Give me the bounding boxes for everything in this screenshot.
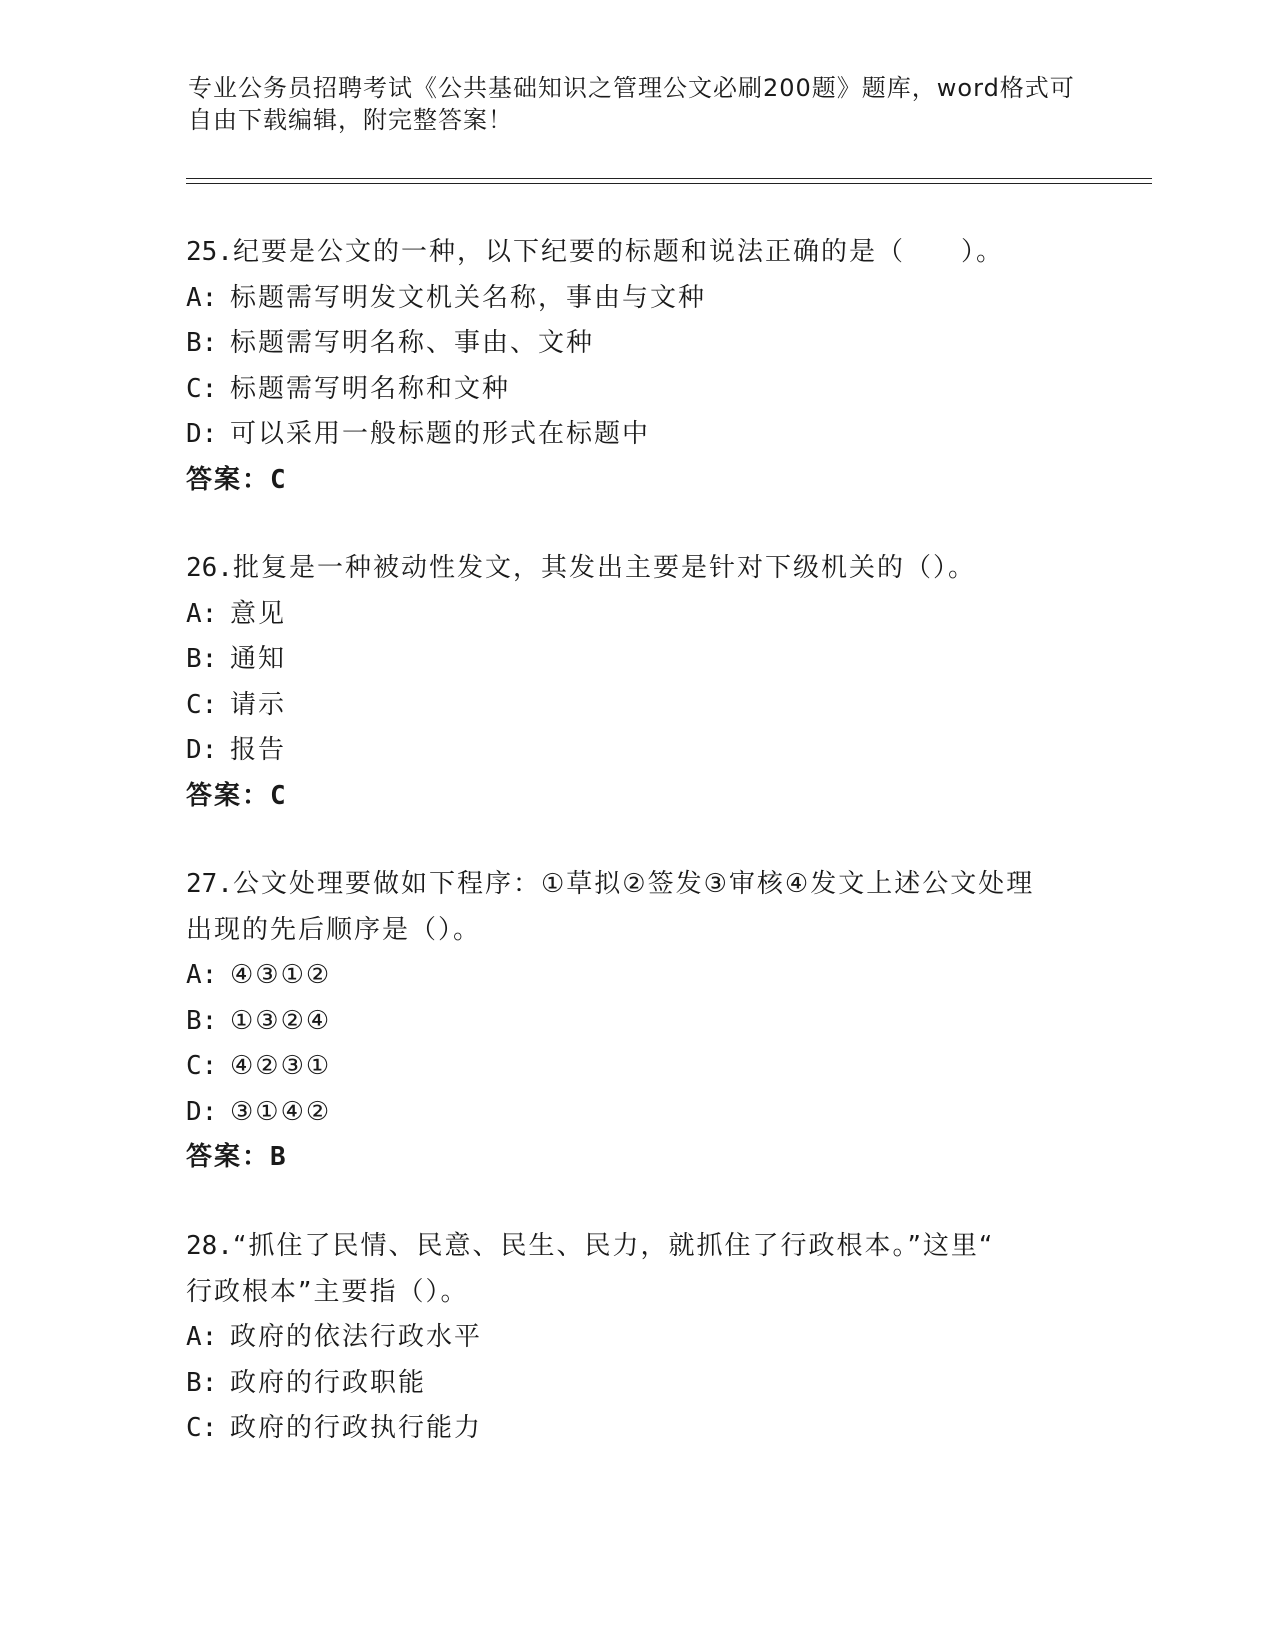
question-stem	[186, 230, 1086, 276]
option-b	[186, 321, 1086, 367]
option-letter: D:	[186, 419, 218, 449]
answer-label: 答案：	[186, 1142, 271, 1172]
option-text: ③①④②	[230, 1096, 332, 1127]
option-letter: C:	[186, 373, 218, 404]
question-26	[186, 546, 1086, 819]
question-number: 25.	[186, 237, 233, 267]
question-stem-text: “抓住了民情、民意、民生、民力，就抓住了行政根本。”这里“	[232, 1231, 995, 1261]
option-a	[186, 1315, 1086, 1361]
document-header	[188, 72, 1075, 136]
option-letter: B:	[186, 644, 218, 674]
answer-label: 答案：	[186, 464, 271, 495]
option-text: 报告	[230, 735, 287, 765]
option-letter: B:	[186, 1005, 218, 1036]
answer-value: C	[270, 464, 286, 495]
option-a	[186, 276, 1086, 322]
question-28	[186, 1224, 1086, 1452]
question-25	[186, 230, 1086, 503]
option-letter: B:	[186, 1367, 218, 1398]
question-number: 26.	[186, 553, 233, 583]
header-line-1: 专业公务员招聘考试《公共基础知识之管理公文必刷200题》题库，word格式可	[188, 74, 1075, 102]
option-c	[186, 1406, 1086, 1452]
option-b	[186, 637, 1086, 683]
option-c	[186, 367, 1086, 413]
option-b	[186, 1361, 1086, 1407]
option-text: 标题需写明名称和文种	[230, 373, 511, 404]
option-text: 标题需写明发文机关名称，事由与文种	[230, 282, 707, 313]
answer-value: C	[270, 780, 286, 811]
option-letter: D:	[186, 1096, 218, 1127]
answer-line	[186, 1135, 1086, 1181]
option-a	[186, 592, 1086, 638]
header-divider-top	[186, 178, 1152, 179]
question-stem-continued: 行政根本”主要指（）。	[186, 1276, 469, 1307]
option-text: 意见	[230, 598, 287, 629]
question-stem-text: 批复是一种被动性发文，其发出主要是针对下级机关的（）。	[232, 553, 976, 583]
option-b	[186, 999, 1086, 1045]
question-27	[186, 862, 1086, 1181]
option-letter: A:	[186, 1322, 218, 1352]
question-stem	[186, 862, 1086, 908]
option-text: 政府的行政执行能力	[230, 1413, 483, 1443]
option-letter: C:	[186, 1413, 218, 1443]
question-stem-text: 纪要是公文的一种，以下纪要的标题和说法正确的是（ ）。	[232, 237, 1004, 267]
option-c	[186, 683, 1086, 729]
option-text: 通知	[230, 644, 287, 674]
option-letter: D:	[186, 735, 218, 765]
question-number: 27.	[186, 869, 233, 899]
answer-value: B	[270, 1142, 286, 1172]
answer-line	[186, 774, 1086, 820]
header-divider-bottom	[186, 183, 1152, 184]
option-c	[186, 1044, 1086, 1090]
option-text: ④③①②	[230, 960, 332, 990]
option-letter: C:	[186, 689, 218, 720]
option-text: 政府的行政职能	[230, 1367, 427, 1398]
option-letter: A:	[186, 960, 218, 990]
option-text: ④②③①	[230, 1051, 332, 1081]
option-text: 可以采用一般标题的形式在标题中	[230, 419, 651, 449]
question-stem-text: 公文处理要做如下程序：①草拟②签发③审核④发文上述公文处理	[232, 869, 1035, 899]
option-letter: A:	[186, 282, 218, 313]
option-letter: A:	[186, 598, 218, 629]
option-d	[186, 1090, 1086, 1136]
question-number: 28.	[186, 1231, 233, 1261]
option-a	[186, 953, 1086, 999]
option-text: 标题需写明名称、事由、文种	[230, 328, 595, 358]
answer-label: 答案：	[186, 780, 271, 811]
answer-line	[186, 458, 1086, 504]
option-d	[186, 412, 1086, 458]
option-text: 请示	[230, 689, 287, 720]
option-text: ①③②④	[230, 1005, 332, 1036]
question-stem	[186, 546, 1086, 592]
option-text: 政府的依法行政水平	[230, 1322, 483, 1352]
option-letter: C:	[186, 1051, 218, 1081]
option-d	[186, 728, 1086, 774]
option-letter: B:	[186, 328, 218, 358]
question-stem-continued: 出现的先后顺序是（）。	[186, 914, 482, 945]
question-stem	[186, 1224, 1086, 1270]
header-line-2: 自由下载编辑，附完整答案！	[188, 106, 513, 134]
